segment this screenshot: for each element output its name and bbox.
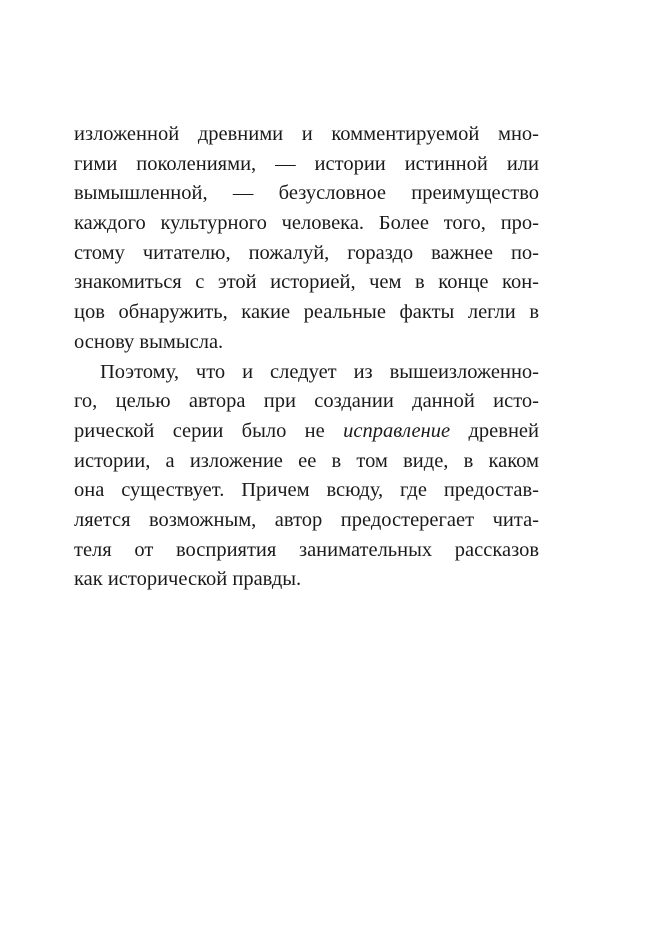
text-line: как исторической правды. [74,568,302,591]
emphasized-word: исправление [343,419,451,442]
paragraph [74,358,539,596]
text-line: Поэтому, что и следует из вышеизложенно- [100,360,539,383]
paragraph [74,120,539,358]
text-line: изложенной древними и комментируемой мно- [74,123,539,145]
text-segment: рической серии было не [74,419,344,442]
text-line: вымышленной, — безусловное преимущество [74,182,539,205]
text-line-with-emphasis [74,417,539,447]
text-line: истории, а изложение ее в том виде, в каком [74,449,539,472]
text-line: цов обнаружить, какие реальные факты легли в [74,301,539,324]
text-line: каждого культурного человека. Более того, про- [74,212,539,235]
body-text [74,120,539,595]
text-line: гими поколениями, — истории истинной или [74,152,539,175]
text-line: го, целью автора при создании данной исто- [74,390,539,413]
text-line: она существует. Причем всюду, где предостав- [74,479,539,502]
text-segment: древней [450,419,539,442]
text-line: основу вымысла. [74,330,224,353]
text-line: теля от восприятия занимательных рассказов [74,538,539,561]
text-line: стому читателю, пожалуй, гораздо важнее по- [74,241,539,264]
text-line: ляется возможным, автор предостерегает чита- [74,508,539,531]
text-line: знакомиться с этой историей, чем в конце кон- [74,271,539,294]
